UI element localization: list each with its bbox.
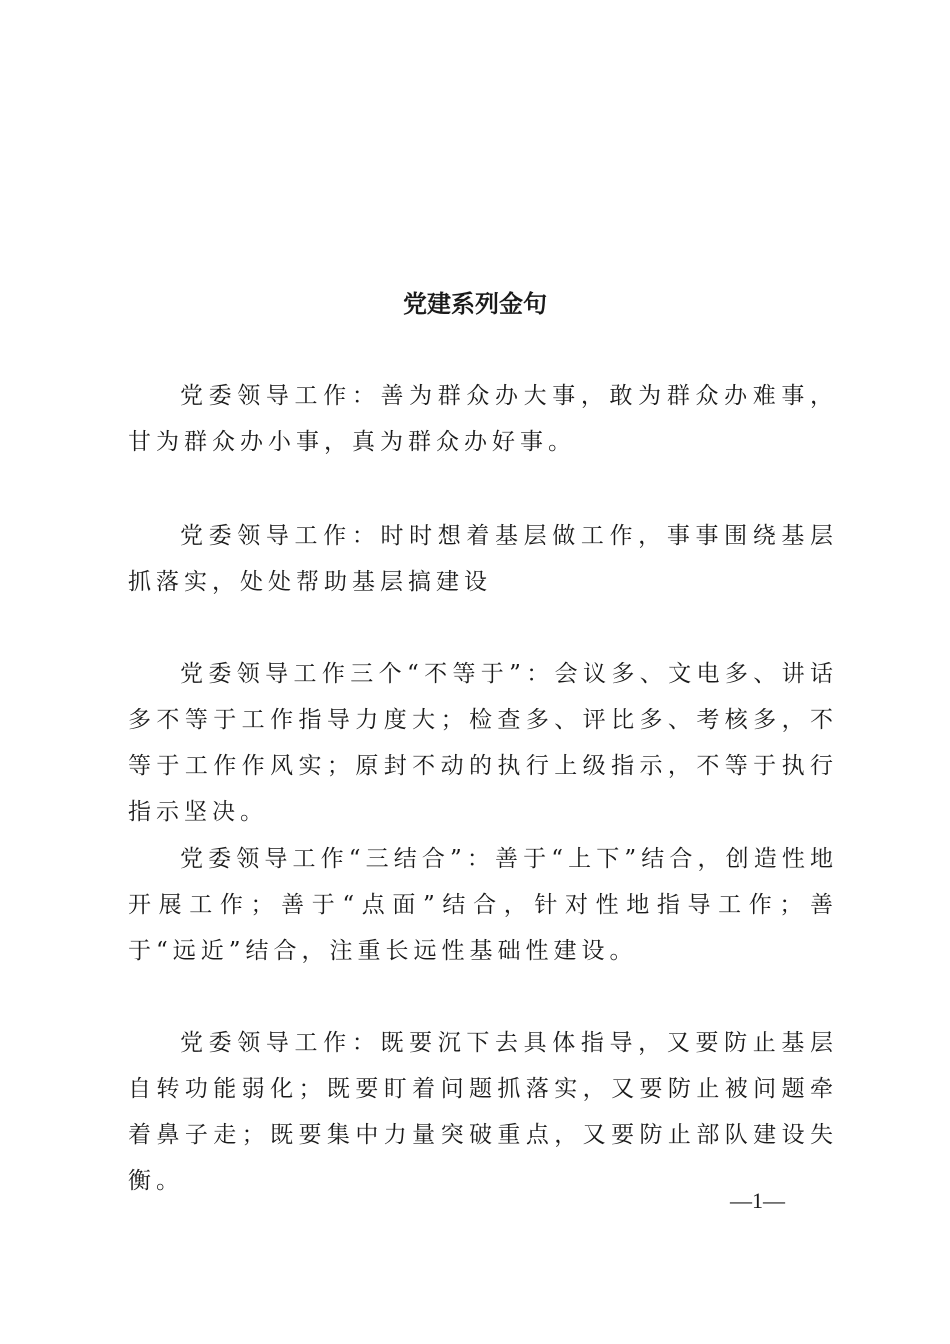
paragraph-2: 党委领导工作：时时想着基层做工作，事事围绕基层抓落实，处处帮助基层搞建设 [128,523,838,595]
document-title: 党建系列金句 [403,289,547,318]
paragraph-5: 党委领导工作：既要沉下去具体指导，又要防止基层自转功能弱化；既要盯着问题抓落实，又要防止被问题牵着鼻子走；既要集中力量突破重点，又要防止部队建设失衡。 [128,1030,838,1194]
paragraph-4: 党委领导工作“三结合”：善于“上下”结合，创造性地开展工作；善于“点面”结合，针对性地指导工作；善于“远近”结合，注重长远性基础性建设。 [128,846,838,964]
paragraph-1: 党委领导工作：善为群众办大事，敢为群众办难事，甘为群众办小事，真为群众办好事。 [128,383,838,455]
paragraph-3: 党委领导工作三个“不等于”：会议多、文电多、讲话多不等于工作指导力度大；检查多、评比多、考核多，不等于工作作风实；原封不动的执行上级指示，不等于执行指示坚决。 [128,661,838,825]
page-number: —1— [730,1188,785,1213]
